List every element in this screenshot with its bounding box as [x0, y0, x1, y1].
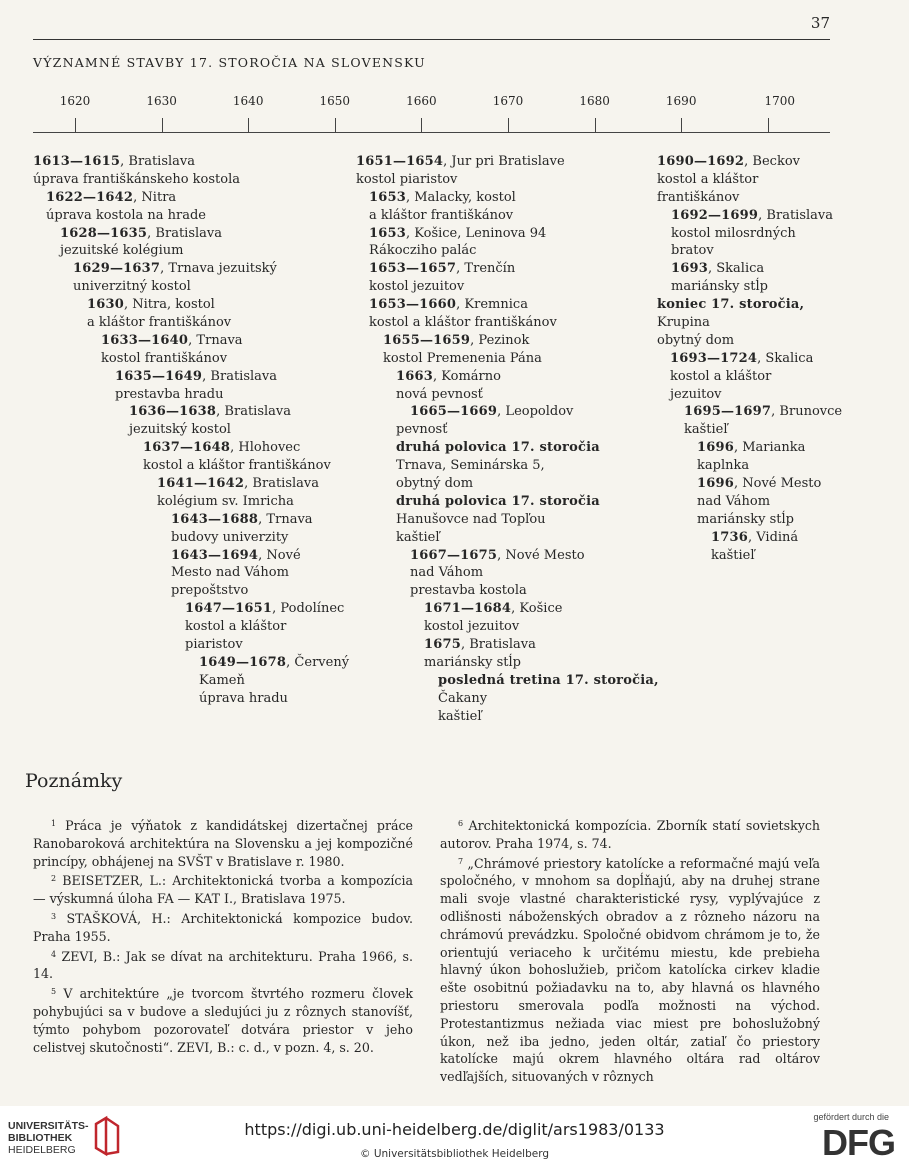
- chronology-entry-line: kostol a kláštor františkánov: [369, 315, 557, 331]
- chronology-entry-line: 1643—1694, Nové: [171, 547, 301, 563]
- chronology-entry-line: Rákocziho palác: [369, 243, 477, 259]
- entry-date: 1641—1642: [157, 476, 245, 492]
- chronology-entry-line: 1675, Bratislava: [424, 637, 536, 653]
- entry-date: 1653—1657: [369, 261, 457, 277]
- timeline-axis: [33, 132, 830, 133]
- entry-date: 1635—1649: [115, 368, 203, 384]
- chronology-entry-line: jezuitov: [670, 386, 722, 402]
- entry-date: 1637—1648: [143, 440, 231, 456]
- timeline-tick: [421, 118, 422, 132]
- footnote-number: 6: [458, 819, 464, 828]
- entry-date: 1653: [369, 225, 406, 241]
- chronology-entry-line: Hanušovce nad Topľou: [396, 511, 546, 527]
- timeline-tick: [508, 118, 509, 132]
- timeline-tick: [75, 118, 76, 132]
- chronology-entry-line: 1663, Komárno: [396, 368, 501, 384]
- chronology-entry-line: Kameň: [199, 672, 245, 688]
- chronology-entry-line: františkánov: [657, 189, 740, 205]
- chronology-entry-line: mariánsky stĺp: [671, 279, 768, 295]
- footnote-number: 3: [51, 911, 57, 921]
- chronology-entry-line: 1653, Malacky, kostol: [369, 189, 516, 205]
- timeline-tick: [162, 118, 163, 132]
- funding-note: gefördert durch die: [813, 1112, 889, 1122]
- chronology-entry-line: a kláštor františkánov: [87, 315, 232, 331]
- chronology-entry-line: 1690—1692, Beckov: [657, 154, 801, 169]
- chronology-entry-line: 1667—1675, Nové Mesto: [410, 547, 585, 563]
- chronology-entry-line: 1736, Vidiná: [711, 529, 799, 545]
- entry-date: 1628—1635: [60, 225, 148, 241]
- footnote-number: 2: [51, 874, 57, 884]
- footnote: $^5$ V architektúre „je tvorcom štvrtého rozmeru človek pohybujúci sa v budove a sledujúci ju z rôznych stanovíšť, týmto pohybom pozorovateľ dotvára priestor v jeho celistvej skutočnosti“. ZEVI, B.: c. d., v pozn. 4, s. 20.: [33, 986, 413, 1055]
- chronology-entry-line: univerzitný kostol: [73, 279, 191, 295]
- chronology-entry-line: kostol piaristov: [356, 171, 458, 187]
- entry-date: 1693: [671, 261, 708, 277]
- uni-logo-line: HEIDELBERG: [8, 1144, 76, 1156]
- entry-date: 1622—1642: [46, 189, 134, 205]
- chronology-entry-line: kostol a kláštor: [657, 171, 759, 187]
- chronology-entry-line: 1696, Marianka: [697, 440, 806, 456]
- chronology-column-1: [33, 153, 349, 708]
- chronology-entry-line: 1692—1699, Bratislava: [671, 207, 834, 223]
- chronology-entry-line: 1636—1638, Bratislava: [129, 404, 292, 420]
- timeline-year-label: 1680: [579, 94, 610, 108]
- chronology-entry-line: kaštieľ: [684, 422, 728, 438]
- chronology-entry-line: 1643—1688, Trnava: [171, 511, 313, 527]
- chronology-entry-line: kostol františkánov: [101, 350, 228, 366]
- chronology-entry-line: a kláštor františkánov: [369, 207, 514, 223]
- chronology-entry-line: kostol a kláštor: [185, 619, 287, 635]
- entry-date: 1643—1688: [171, 511, 259, 527]
- chronology-entry-line: kaštieľ: [438, 708, 482, 724]
- chronology-entry-line: kostol a kláštor františkánov: [143, 458, 331, 474]
- chronology-entry-line: Čakany: [438, 690, 488, 706]
- timeline-year-label: 1700: [764, 94, 796, 108]
- entry-date: 1653: [369, 189, 406, 205]
- chronology-column-3: [657, 153, 842, 564]
- chronology-entry-line: jezuitské kolégium: [60, 243, 184, 259]
- footnote-number: 4: [51, 949, 57, 959]
- chronology-entry-line: kostol jezuitov: [369, 279, 465, 295]
- chronology-entry-line: 1653, Košice, Leninova 94: [369, 225, 547, 241]
- chronology-entry-line: Krupina: [657, 315, 710, 331]
- entry-date: koniec 17. storočia,: [657, 297, 805, 313]
- timeline-year-label: 1670: [492, 94, 524, 108]
- chronology-entry-line: úprava františkánskeho kostola: [33, 171, 240, 187]
- chronology-entry-line: 1635—1649, Bratislava: [115, 368, 278, 384]
- timeline-year-label: 1690: [665, 94, 697, 108]
- footnote: $^3$ STAŠKOVÁ, H.: Architektonická kompozice budov. Praha 1955.: [33, 910, 413, 944]
- chronology-entry-line: 1665—1669, Leopoldov: [410, 404, 574, 420]
- entry-date: druhá polovica 17. storočia: [396, 493, 600, 509]
- chronology-column-2: [356, 153, 659, 726]
- chronology-entry-line: obytný dom: [657, 332, 735, 348]
- notes-right-column: [440, 815, 820, 1086]
- chronology-entry-line: kostol a kláštor: [670, 368, 772, 384]
- timeline-year-label: 1630: [146, 94, 177, 108]
- entry-date: posledná tretina 17. storočia,: [438, 672, 659, 688]
- chronology-entry-line: 1641—1642, Bratislava: [157, 476, 320, 492]
- timeline-year-label: 1660: [406, 94, 437, 108]
- timeline-tick: [248, 118, 249, 132]
- footnote-number: 5: [51, 987, 57, 997]
- entry-date: druhá polovica 17. storočia: [396, 440, 600, 456]
- uni-logo-line: BIBLIOTHEK: [8, 1132, 73, 1144]
- entry-date: 1629—1637: [73, 261, 161, 277]
- entry-date: 1636—1638: [129, 404, 217, 420]
- timeline: [33, 90, 833, 140]
- chronology-entry-line: 1693, Skalica: [671, 261, 765, 277]
- chronology-entry-line: mariánsky stĺp: [424, 654, 521, 670]
- footnote: $^1$ Práca je výňatok z kandidátskej dizertačnej práce Ranobaroková architektúra na Slovensku a jej kompozičné princípy, obhájenej na SVŠT v Bratislave r. 1980.: [33, 818, 413, 869]
- entry-date: 1696: [697, 476, 734, 492]
- entry-date: 1692—1699: [671, 207, 759, 223]
- chronology-entry-line: 1655—1659, Pezinok: [383, 332, 530, 348]
- timeline-tick: [335, 118, 336, 132]
- chronology-entry-line: kostol milosrdných: [671, 225, 796, 241]
- timeline-tick: [681, 118, 682, 132]
- chronology-entry-line: [657, 296, 842, 314]
- entry-date: 1695—1697: [684, 404, 772, 420]
- entry-date: 1649—1678: [199, 654, 287, 670]
- entry-date: 1693—1724: [670, 350, 758, 366]
- chronology-entry-line: kaštieľ: [711, 547, 755, 563]
- entry-date: 1696: [697, 440, 734, 456]
- chronology-entry-line: kolégium sv. Imricha: [157, 493, 294, 509]
- footnote-number: 1: [51, 819, 57, 828]
- timeline-tick: [595, 118, 596, 132]
- chronology-entry-line: nad Váhom: [410, 565, 484, 581]
- chronology-entry-line: 1693—1724, Skalica: [670, 350, 814, 366]
- entry-date: 1643—1694: [171, 547, 259, 563]
- chronology-entry-line: nová pevnosť: [396, 386, 483, 402]
- running-head: VÝZNAMNÉ STAVBY 17. STOROČIA NA SLOVENSKU: [33, 55, 426, 70]
- chronology-entry-line: prepoštstvo: [171, 583, 249, 599]
- entry-date: 1736: [711, 529, 748, 545]
- chronology-entry-line: [356, 672, 659, 690]
- chronology-entry-line: úprava hradu: [199, 690, 288, 706]
- chronology-entry-line: obytný dom: [396, 476, 474, 492]
- chronology-entry-line: [356, 439, 659, 457]
- chronology-entry-line: kostol Premenenia Pána: [383, 350, 542, 366]
- chronology-entry-line: [356, 493, 659, 511]
- entry-date: 1653—1660: [369, 297, 457, 313]
- chronology-entry-line: 1651—1654, Jur pri Bratislave: [356, 154, 565, 169]
- timeline-year-label: 1650: [319, 94, 351, 108]
- chronology-entry-line: pevnosť: [396, 422, 448, 438]
- entry-date: 1613—1615: [33, 154, 121, 169]
- footnote-number: 7: [458, 856, 464, 866]
- footnote: $^7$ „Chrámové priestory katolícke a reformačné majú veľa spoločného, v mnohom sa dopĺňajú, aby na druhej strane mali svoje vlastné charakteristické rysy, vyplývajúce z odlišnosti náboženských obradov a z rôzneho názoru na chrámovú prevádzku. Spoločné obidvom chrámom je to, že orientujú veriaceho k určitému miestu, kde prebieha hlavný úkon bohoslužieb, pričom katolícka cirkev kladie ešte osobitnú požiadavku na to, aby hlavná os hlavného priestoru smerovala podľa možnosti na východ. Protestantizmus nežiada viac miest pre bohoslužobný úkon, než iba jedno, jeden oltár, zatiaľ čo priestory katolícke majú okrem hlavného oltára rad oltárov vedľajších, situovaných v rôznych: [440, 855, 820, 1085]
- entry-date: 1675: [424, 637, 461, 653]
- entry-date: 1633—1640: [101, 332, 189, 348]
- chronology-entry-line: kaplnka: [697, 458, 750, 474]
- chronology-entry-line: Mesto nad Váhom: [171, 565, 289, 581]
- chronology-entry-line: kostol jezuitov: [424, 619, 520, 635]
- chronology-entry-line: 1613—1615, Bratislava: [33, 154, 196, 169]
- chronology-entry-line: jezuitský kostol: [129, 422, 231, 438]
- chronology-entry-line: 1637—1648, Hlohovec: [143, 440, 301, 456]
- chronology-entry-line: bratov: [671, 243, 714, 259]
- entry-date: 1667—1675: [410, 547, 498, 563]
- uni-logo-line: UNIVERSITÄTS-: [8, 1120, 89, 1132]
- footer-bar: [0, 1106, 909, 1171]
- permalink-url[interactable]: https://digi.ub.uni-heidelberg.de/diglit/ars1983/0133: [244, 1120, 665, 1139]
- notes-left-column: [33, 815, 413, 1056]
- chronology-entry-line: úprava kostola na hrade: [46, 207, 206, 223]
- notes-heading: Poznámky: [25, 770, 123, 792]
- chronology-entry-line: 1622—1642, Nitra: [46, 189, 177, 205]
- entry-date: 1671—1684: [424, 601, 512, 617]
- chronology-entry-line: 1629—1637, Trnava jezuitský: [73, 261, 277, 277]
- entry-date: 1651—1654: [356, 154, 444, 169]
- copyright-notice: © Universitätsbibliothek Heidelberg: [359, 1148, 549, 1160]
- timeline-tick: [768, 118, 769, 132]
- dfg-logo[interactable]: DFG: [822, 1122, 895, 1163]
- header-rule: [33, 39, 830, 40]
- chronology-entry-line: 1671—1684, Košice: [424, 601, 563, 617]
- entry-date: 1690—1692: [657, 154, 745, 169]
- entry-date: 1665—1669: [410, 404, 498, 420]
- chronology-entry-line: 1696, Nové Mesto: [697, 476, 822, 492]
- chronology-entry-line: 1628—1635, Bratislava: [60, 225, 223, 241]
- chronology-entry-line: 1633—1640, Trnava: [101, 332, 243, 348]
- chronology-entry-line: 1630, Nitra, kostol: [87, 297, 215, 313]
- chronology-entry-line: budovy univerzity: [171, 529, 289, 545]
- entry-date: 1647—1651: [185, 601, 273, 617]
- footnote: $^2$ BEISETZER, L.: Architektonická tvorba a kompozícia — výskumná úloha FA — KAT I., Bratislava 1975.: [33, 873, 413, 907]
- entry-date: 1663: [396, 368, 433, 384]
- chronology-entry-line: mariánsky stĺp: [697, 511, 794, 527]
- entry-date: 1630: [87, 297, 124, 313]
- chronology-entry-line: 1649—1678, Červený: [199, 654, 350, 670]
- timeline-year-label: 1640: [232, 94, 264, 108]
- entry-date: 1655—1659: [383, 332, 471, 348]
- chronology-entry-line: prestavba hradu: [115, 386, 224, 402]
- chronology-entry-line: piaristov: [185, 637, 243, 653]
- chronology-entry-line: 1653—1657, Trenčín: [369, 261, 516, 277]
- timeline-year-label: 1620: [59, 94, 91, 108]
- chronology-entry-line: 1653—1660, Kremnica: [369, 297, 528, 313]
- footnote: $^4$ ZEVI, B.: Jak se dívat na architekturu. Praha 1966, s. 14.: [33, 948, 413, 982]
- footnote: $^6$ Architektonická kompozícia. Zborník statí sovietskych autorov. Praha 1974, s. 74.: [440, 818, 820, 851]
- chronology-entry-line: kaštieľ: [396, 529, 440, 545]
- chronology-entry-line: 1695—1697, Brunovce: [684, 404, 843, 420]
- chronology-entry-line: nad Váhom: [697, 493, 771, 509]
- chronology-entry-line: prestavba kostola: [410, 583, 527, 599]
- chronology-entry-line: 1647—1651, Podolínec: [185, 601, 345, 617]
- page-number: 37: [810, 14, 830, 32]
- chronology-entry-line: Trnava, Seminárska 5,: [396, 458, 545, 474]
